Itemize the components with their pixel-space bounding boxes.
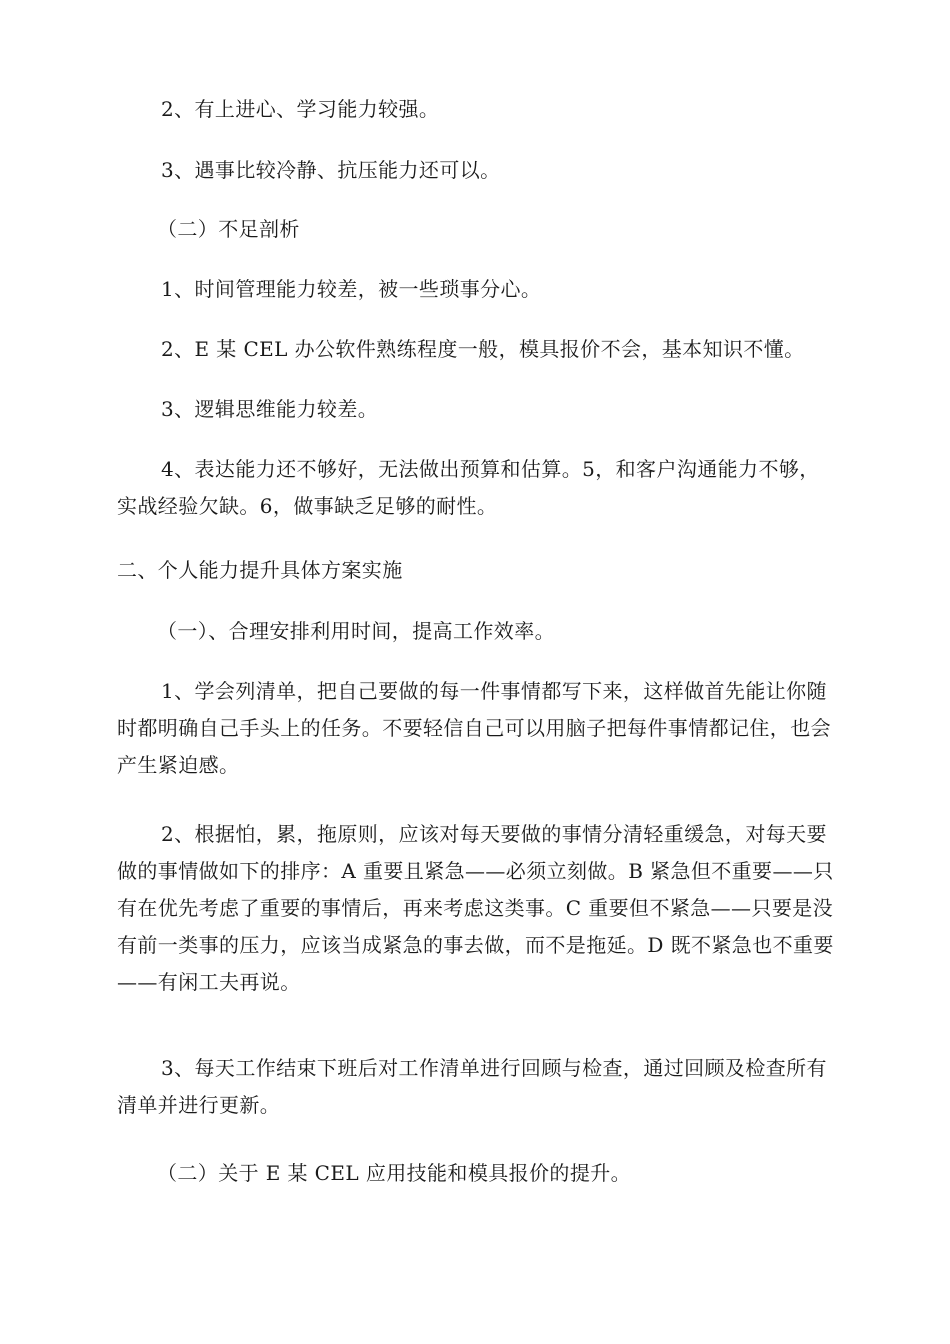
section-heading-plan: 二、个人能力提升具体方案实施 [117,558,403,582]
section-heading-weaknesses: （二）不足剖析 [157,217,300,241]
paragraph-plan-3: 3、每天工作结束下班后对工作清单进行回顾与检查，通过回顾及检查所有清单并进行更新。 [117,1056,827,1117]
paragraph-weakness-3: 3、逻辑思维能力较差。 [161,397,379,421]
paragraph-strength-2: 2、有上进心、学习能力较强。 [161,97,440,121]
subsection-heading-time: （一）、合理安排利用时间，提高工作效率。 [157,619,555,643]
paragraph-plan-2: 2、根据怕，累，拖原则，应该对每天要做的事情分清轻重缓急，对每天要做的事情做如下的排序：A 重要且紧急——必须立刻做。B 紧急但不重要——只有在优先考虑了重要的事情后，再来考虑这类事。C 重要但不紧急——只要是没有前一类事的压力，应该当成紧急的事去做，而不是拖延。D 既不紧急也不重要——有闲工夫再说。 [117,822,834,994]
paragraph-plan-1: 1、学会列清单，把自己要做的每一件事情都写下来，这样做首先能让你随时都明确自己手头上的任务。不要轻信自己可以用脑子把每件事情都记住，也会产生紧迫感。 [117,679,831,777]
paragraph-weakness-4: 4、表达能力还不够好，无法做出预算和估算。5，和客户沟通能力不够，实战经验欠缺。6，做事缺乏足够的耐性。 [117,457,820,518]
paragraph-weakness-2: 2、E 某 CEL 办公软件熟练程度一般，模具报价不会，基本知识不懂。 [161,337,805,361]
paragraph-weakness-1: 1、时间管理能力较差，被一些琐事分心。 [161,277,542,301]
subsection-heading-excel: （二）关于 E 某 CEL 应用技能和模具报价的提升。 [157,1161,632,1185]
paragraph-strength-3: 3、遇事比较冷静、抗压能力还可以。 [161,158,501,182]
